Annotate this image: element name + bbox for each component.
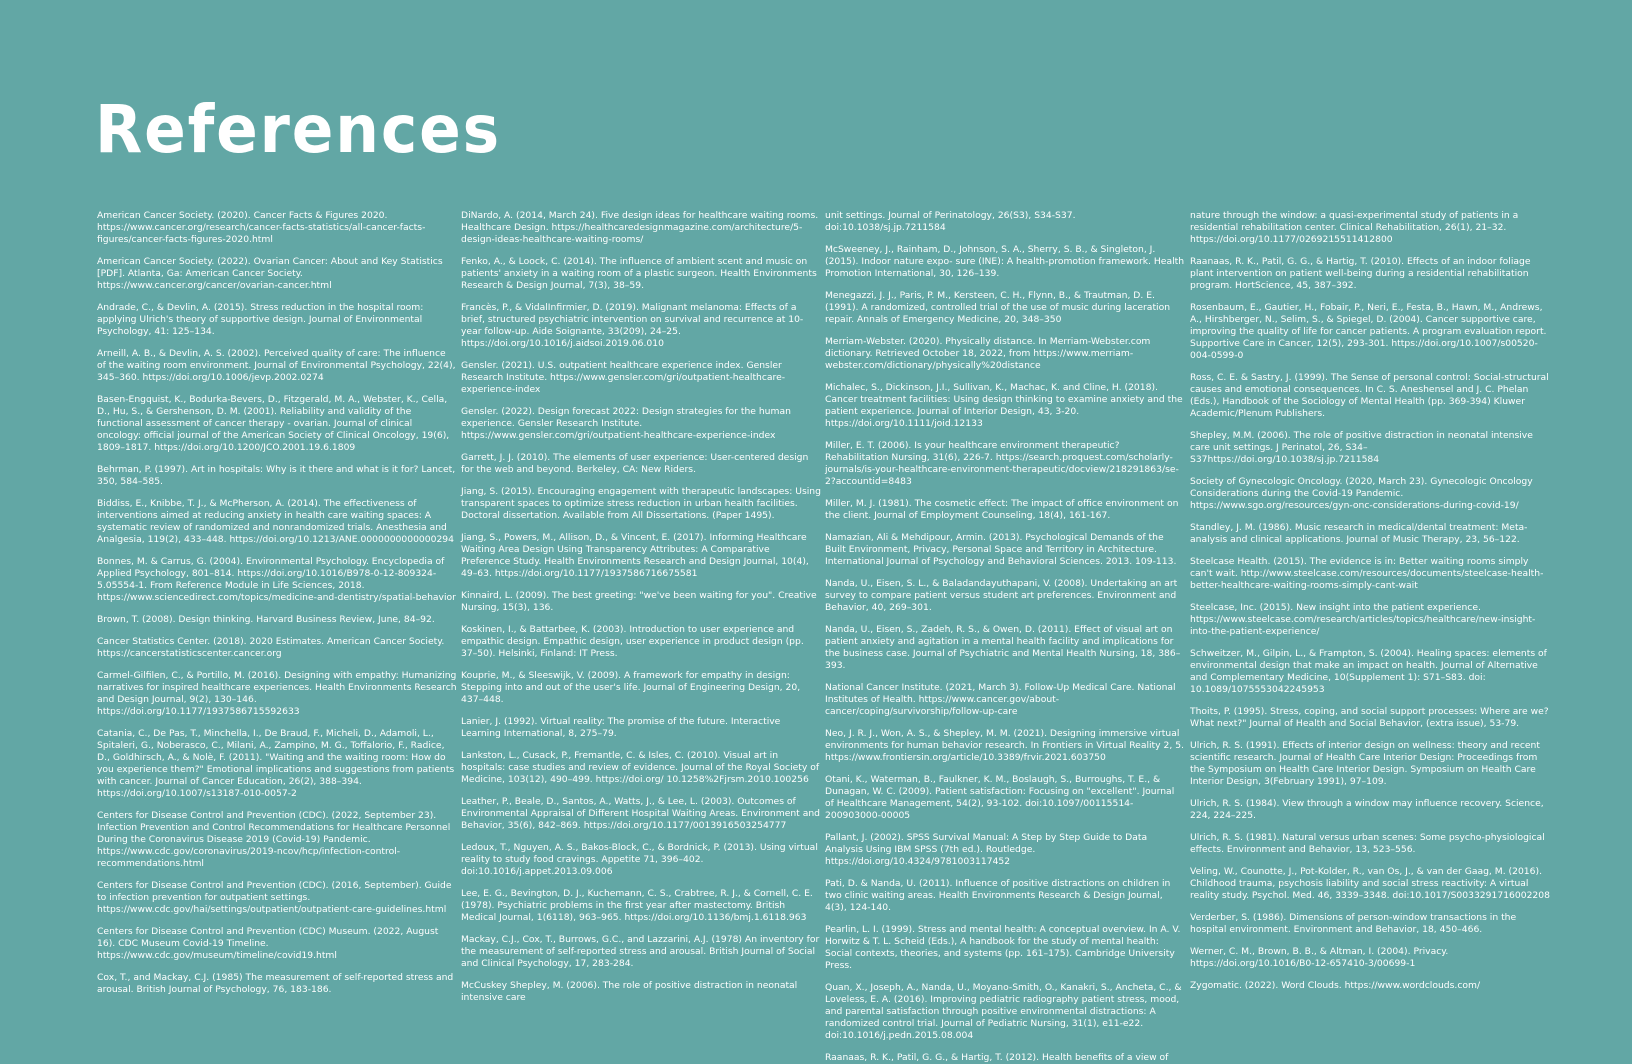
reference-entry: Miller, E. T. (2006). Is your healthcare environment therapeutic? Rehabilitation Nursing, 31(6), 226-7. https://search.proquest.com/scholarly-journals/is-your-healthcare-environment-therapeutic/docview/218291863/se-2?accountid=8483 (825, 440, 1179, 487)
reference-entry: Cancer Statistics Center. (2018). 2020 Estimates. American Cancer Society. https://cancerstatisticscenter.cancer.org (97, 636, 445, 659)
reference-entry: National Cancer Institute. (2021, March 3). Follow-Up Medical Care. National Institutes of Health. https://www.cancer.gov/about-cancer/coping/survivorship/follow-up-care (825, 682, 1176, 717)
reference-entry: Arneill, A. B., & Devlin, A. S. (2002). Perceived quality of care: The influence of the waiting room environment. Journal of Environmental Psychology, 22(4), 345–360. https://doi.org/10.1006/jevp.2002.0274 (97, 348, 456, 383)
reference-entry: Steelcase Health. (2015). The evidence is in: Better waiting rooms simply can't wait. http://www.steelcase.com/resources/documents/steelcase-health-better-healthcare-waiting-rooms-simply-cant-wait (1190, 556, 1544, 591)
reference-entry: American Cancer Society. (2022). Ovarian Cancer: About and Key Statistics [PDF]. Atlanta, Ga: American Cancer Society. https://www.cancer.org/cancer/ovarian-cancer.html (97, 256, 443, 291)
reference-entry: Schweitzer, M., Gilpin, L., & Frampton, S. (2004). Healing spaces: elements of environmental design that make an impact on health. Journal of Alternative and Complementary Medicine, 10(Supplement 1): S71–S83. doi: 10.1089/1075553042245953 (1190, 648, 1547, 695)
reference-entry: Veling, W., Counotte, J., Pot-Kolder, R., van Os, J., & van der Gaag, M. (2016). Childhood trauma, psychosis liability and social stress reactivity: A virtual reality study. Psychol. Med. 46, 3339–3348. doi:10.1017/S0033291716002208 (1190, 866, 1550, 901)
reference-entry: Bonnes, M. & Carrus, G. (2004). Environmental Psychology. Encyclopedia of Applied Psychology, 801–814. https://doi.org/10.1016/B978-0-12-809324-5.05554-1. From Reference Module in Life Sciences, 2018. https://www.sciencedirect.com/topics/medicine-and-dentistry/spatial-behavior (97, 556, 456, 603)
reference-entry: Carmel-Gilfilen, C., & Portillo, M. (2016). Designing with empathy: Humanizing narratives for inspired healthcare experiences. Health Environments Research and Design Journal, 9(2), 130–146. https://doi.org/10.1177/1937586715592633 (97, 670, 457, 717)
reference-entry: Nanda, U., Eisen, S. L., & Baladandayuthapani, V. (2008). Undertaking an art survey to compare patient versus student art preferences. Environment and Behavior, 40, 269–301. (825, 578, 1178, 613)
reference-entry: Ulrich, R. S. (1991). Effects of interior design on wellness: theory and recent scientific research. Journal of Health Care Interior Design: Proceedings from the Symposium on Health Care Interior Design. Symposium on Health Care Interior Design, 3(February 1991), 97–109. (1190, 740, 1540, 787)
references-column-1 (97, 210, 457, 995)
reference-entry: Centers for Disease Control and Prevention (CDC) Museum. (2022, August 16). CDC Museum Covid-19 Timeline. https://www.cdc.gov/museum/timeline/covid19.html (97, 926, 439, 961)
reference-entry: Merriam-Webster. (2020). Physically distance. In Merriam-Webster.com dictionary. Retrieved October 18, 2022, from https://www.merriam-webster.com/dictionary/physically%20distance (825, 336, 1151, 371)
reference-entry: Gensler. (2022). Design forecast 2022: Design strategies for the human experience. Gensler Research Institute. https://www.gensler.com/gri/outpatient-healthcare-experience-index (461, 406, 791, 441)
reference-entry: Werner, C. M., Brown, B. B., & Altman, I. (2004). Privacy. https://doi.org/10.1016/B0-12-657410-3/00699-1 (1190, 946, 1449, 969)
references-column-4 (1190, 210, 1550, 990)
reference-entry: Quan, X., Joseph, A., Nanda, U., Moyano-Smith, O., Kanakri, S., Ancheta, C., & Loveless, E. A. (2016). Improving pediatric radiography patient stress, mood, and parental satisfaction through positive environmental distractions: A randomized control trial. Journal of Pediatric Nursing, 31(1), e11-e22. doi:10.1016/j.pedn.2015.08.004 (825, 982, 1182, 1041)
reference-entry: Ledoux, T., Nguyen, A. S., Bakos-Block, C., & Bordnick, P. (2013). Using virtual reality to study food cravings. Appetite 71, 396–402. doi:10.1016/j.appet.2013.09.006 (461, 842, 818, 877)
reference-entry: Lanier, J. (1992). Virtual reality: The promise of the future. Interactive Learning International, 8, 275–79. (461, 716, 781, 739)
reference-entry: Menegazzi, J. J., Paris, P. M., Kersteen, C. H., Flynn, B., & Trautman, D. E. (1991). A randomized, controlled trial of the use of music during laceration repair. Annals of Emergency Medicine, 20, 348–350 (825, 290, 1171, 325)
reference-entry: Verderber, S. (1986). Dimensions of person-window transactions in the hospital environment. Environment and Behavior, 18, 450–466. (1190, 912, 1517, 935)
reference-entry: Centers for Disease Control and Prevention (CDC). (2022, September 23). Infection Prevention and Control Recommendations for Healthcare Personnel During the Coronavirus Disease 2019 (Covid-19) Pandemic. https://www.cdc.gov/coronavirus/2019-ncov/hcp/infection-control-recommendations.html (97, 810, 451, 869)
reference-entry: Gensler. (2021). U.S. outpatient healthcare experience index. Gensler Research Institute. https://www.gensler.com/gri/outpatient-healthcare-experience-index (461, 360, 786, 395)
reference-entry: Thoits, P. (1995). Stress, coping, and social support processes: Where are we? What next?" Journal of Health and Social Behavior, (extra issue), 53-79. (1190, 706, 1549, 729)
reference-entry: Ulrich, R. S. (1984). View through a window may influence recovery. Science, 224, 224–225. (1190, 798, 1544, 821)
reference-entry: Jiang, S. (2015). Encouraging engagement with therapeutic landscapes: Using transparent spaces to optimize stress reduction in urban health facilities. Doctoral dissertation. Available from All Dissertations. (Paper 1495). (461, 486, 821, 521)
reference-entry: Namazian, Ali & Mehdipour, Armin. (2013). Psychological Demands of the Built Environment, Privacy, Personal Space and Territory in Architecture. International Journal of Psychology and Behavioral Sciences. 2013. 109-113. (825, 532, 1177, 567)
reference-entry: Society of Gynecologic Oncology. (2020, March 23). Gynecologic Oncology Considerations during the Covid-19 Pandemic. https://www.sgo.org/resources/gyn-onc-considerations-during-covid-19/ (1190, 476, 1533, 511)
reference-entry: Garrett, J. J. (2010). The elements of user experience: User-centered design for the web and beyond. Berkeley, CA: New Riders. (461, 452, 809, 475)
reference-entry: Miller, M. J. (1981). The cosmetic effect: The impact of office environment on the client. Journal of Employment Counseling, 18(4), 161-167. (825, 498, 1179, 521)
reference-entry: McCuskey Shepley, M. (2006). The role of positive distraction in neonatal intensive care (461, 980, 798, 1003)
references-column-2 (461, 210, 821, 1003)
reference-entry: Catania, C., De Pas, T., Minchella, I., De Braud, F., Micheli, D., Adamoli, L., Spitaleri, G., Noberasco, C., Milani, A., Zampino, M. G., Toffalorio, F., Radice, D., Goldhirsch, A., & Nolè, F. (2011). "Waiting and the waiting room: How do you experience them?" Emotional implications and suggestions from patients with cancer. Journal of Cancer Education, 26(2), 388–394. https://doi.org/10.1007/s13187-010-0057-2 (97, 728, 455, 799)
reference-entry: Francès, P., & VidalInfirmier, D. (2019). Malignant melanoma: Effects of a brief, structured psychiatric intervention on survival and recurrence at 10-year follow-up. Aide Soignante, 33(209), 24–25. https://doi.org/10.1016/j.aidsoi.2019.06.010 (461, 302, 804, 349)
reference-entry: DiNardo, A. (2014, March 24). Five design ideas for healthcare waiting rooms. Healthcare Design. https://healthcaredesignmagazine.com/architecture/5-design-ideas-healthcare-waiting-rooms/ (461, 210, 819, 245)
page-title: References (95, 91, 501, 168)
reference-entry: Andrade, C., & Devlin, A. (2015). Stress reduction in the hospital room: applying Ulrich's theory of supportive design. Journal of Environmental Psychology, 41: 125–134. (97, 302, 424, 337)
reference-entry: Basen-Engquist, K., Bodurka-Bevers, D., Fitzgerald, M. A., Webster, K., Cella, D., Hu, S., & Gershenson, D. M. (2001). Reliability and validity of the functional assessment of cancer therapy - ovarian. Journal of clinical oncology: official journal of the American Society of Clinical Oncology, 19(6), 1809–1817. https://doi.org/10.1200/JCO.2001.19.6.1809 (97, 394, 450, 453)
reference-entry: Kinnaird, L. (2009). The best greeting: "we've been waiting for you". Creative Nursing, 15(3), 136. (461, 590, 817, 613)
reference-entry: Biddiss, E., Knibbe, T. J., & McPherson, A. (2014). The effectiveness of interventions aimed at reducing anxiety in health care waiting spaces: A systematic review of randomized and nonrandomized trials. Anesthesia and Analgesia, 119(2), 433–448. https://doi.org/10.1213/ANE.0000000000000294 (97, 498, 455, 545)
reference-entry: Koskinen, I., & Battarbee, K. (2003). Introduction to user experience and empathic design. Empathic design, user experience in product design (pp. 37–50). Helsinki, Finland: IT Press. (461, 624, 804, 659)
references-column-3 (825, 210, 1185, 1063)
reference-entry: Leather, P., Beale, D., Santos, A., Watts, J., & Lee, L. (2003). Outcomes of Environmental Appraisal of Different Hospital Waiting Areas. Environment and Behavior, 35(6), 842–869. https://doi.org/10.1177/0013916503254777 (461, 796, 820, 831)
reference-entry: Pearlin, L. I. (1999). Stress and mental health: A conceptual overview. In A. V. Horwitz & T. L. Scheid (Eds.), A handbook for the study of mental health: Social contexts, theories, and systems (pp. 161–175). Cambridge University Press. (825, 924, 1181, 971)
reference-entry: Michalec, S., Dickinson, J.I., Sullivan, K., Machac, K. and Cline, H. (2018). Cancer treatment facilities: Using design thinking to examine anxiety and the patient experience. Journal of Interior Design, 43, 3-20. https://doi.org/10.1111/joid.12133 (825, 382, 1183, 429)
reference-entry: Ross, C. E. & Sastry, J. (1999). The Sense of personal control: Social-structural causes and emotional consequences. In C. S. Aneshensel and J. C. Phelan (Eds.), Handbook of the Sociology of Mental Health (pp. 369-394) Kluwer Academic/Plenum Publishers. (1190, 372, 1549, 419)
reference-entry: Raanaas, R. K., Patil, G. G., & Hartig, T. (2012). Health benefits of a view of (825, 1052, 1169, 1063)
reference-entry: Lee, E. G., Bevington, D. J., Kuchemann, C. S., Crabtree, R. J., & Cornell, C. E. (1978). Psychiatric problems in the first year after mastectomy. British Medical Journal, 1(6118), 963–965. https://doi.org/10.1136/bmj.1.6118.963 (461, 888, 813, 923)
reference-entry: Jiang, S., Powers, M., Allison, D., & Vincent, E. (2017). Informing Healthcare Waiting Area Design Using Transparency Attributes: A Comparative Preference Study. Health Environments Research and Design Journal, 10(4), 49–63. https://doi.org/10.1177/1937586716675581 (461, 532, 809, 579)
reference-entry: Lankston, L., Cusack, P., Fremantle, C. & Isles, C. (2010). Visual art in hospitals: case studies and review of evidence. Journal of the Royal Society of Medicine, 103(12), 490–499. https://doi.org/ 10.1258%2Fjrsm.2010.100256 (461, 750, 820, 785)
reference-entry: Kouprie, M., & Sleeswijk, V. (2009). A framework for empathy in design: Stepping into and out of the user's life. Journal of Engineering Design, 20, 437–448. (461, 670, 801, 705)
reference-entry: Nanda, U., Eisen, S., Zadeh, R. S., & Owen, D. (2011). Effect of visual art on patient anxiety and agitation in a mental health facility and implications for the business case. Journal of Psychiatric and Mental Health Nursing, 18, 386–393. (825, 624, 1181, 671)
reference-entry: unit settings. Journal of Perinatology, 26(S3), S34-S37. doi:10.1038/sj.jp.7211584 (825, 210, 1076, 233)
reference-entry: Pallant, J. (2002). SPSS Survival Manual: A Step by Step Guide to Data Analysis Using IBM SPSS (7th ed.). Routledge. https://doi.org/10.4324/9781003117452 (825, 832, 1148, 867)
reference-entry: Centers for Disease Control and Prevention (CDC). (2016, September). Guide to infection prevention for outpatient settings. https://www.cdc.gov/hai/settings/outpatient/outpatient-care-guidelines.html (97, 880, 452, 915)
reference-entry: Fenko, A., & Loock, C. (2014). The influence of ambient scent and music on patients' anxiety in a waiting room of a plastic surgeon. Health Environments Research & Design Journal, 7(3), 38–59. (461, 256, 817, 291)
reference-entry: American Cancer Society. (2020). Cancer Facts & Figures 2020. https://www.cancer.org/research/cancer-facts-statistics/all-cancer-facts-figures/cancer-facts-figures-2020.html (97, 210, 426, 245)
reference-entry: Steelcase, Inc. (2015). New insight into the patient experience. https://www.steelcase.com/research/articles/topics/healthcare/new-insight-into-the-patient-experience/ (1190, 602, 1536, 637)
reference-entry: Pati, D. & Nanda, U. (2011). Influence of positive distractions on children in two clinic waiting areas. Health Environments Research & Design Journal, 4(3), 124-140. (825, 878, 1171, 913)
reference-entry: Ulrich, R. S. (1981). Natural versus urban scenes: Some psycho-physiological effects. Environment and Behavior, 13, 523–556. (1190, 832, 1545, 855)
reference-entry: Mackay, C.J., Cox, T., Burrows, G.C., and Lazzarini, A.J. (1978) An inventory for the measurement of self-reported stress and arousal. British Journal of Social and Clinical Psychology, 17, 283-284. (461, 934, 820, 969)
reference-entry: Otani, K., Waterman, B., Faulkner, K. M., Boslaugh, S., Burroughs, T. E., & Dunagan, W. C. (2009). Patient satisfaction: Focusing on "excellent". Journal of Healthcare Management, 54(2), 93-102. doi:10.1097/00115514-200903000-00005 (825, 774, 1175, 821)
reference-entry: Raanaas, R. K., Patil, G. G., & Hartig, T. (2010). Effects of an indoor foliage plant intervention on patient well-being during a residential rehabilitation program. HortScience, 45, 387–392. (1190, 256, 1531, 291)
reference-entry: Rosenbaum, E., Gautier, H., Fobair, P., Neri, E., Festa, B., Hawn, M., Andrews, A., Hirshberger, N., Selim, S., & Spiegel, D. (2004). Cancer supportive care, improving the quality of life for cancer patients. A program evaluation report. Supportive Care in Cancer, 12(5), 293-301. https://doi.org/10.1007/s00520-004-0599-0 (1190, 302, 1547, 361)
reference-entry: Neo, J. R. J., Won, A. S., & Shepley, M. M. (2021). Designing immersive virtual environments for human behavior research. In Frontiers in Virtual Reality 2, 5. https://www.frontiersin.org/article/10.3389/frvir.2021.603750 (825, 728, 1184, 763)
reference-entry: McSweeney, J., Rainham, D., Johnson, S. A., Sherry, S. B., & Singleton, J. (2015). Indoor nature expo- sure (INE): A health-promotion framework. Health Promotion International, 30, 126–139. (825, 244, 1185, 279)
reference-entry: Brown, T. (2008). Design thinking. Harvard Business Review, June, 84–92. (97, 614, 435, 625)
reference-entry: Cox, T., and Mackay, C.J. (1985) The measurement of self-reported stress and arousal. British Journal of Psychology, 76, 183-186. (97, 972, 454, 995)
reference-entry: nature through the window: a quasi-experimental study of patients in a residential rehabilitation center. Clinical Rehabilitation, 26(1), 21–32. https://doi.org/10.1177/0269215511412800 (1190, 210, 1519, 245)
reference-entry: Zygomatic. (2022). Word Clouds. https://www.wordclouds.com/ (1190, 980, 1481, 991)
reference-entry: Behrman, P. (1997). Art in hospitals: Why is it there and what is it for? Lancet, 350, 584–585. (97, 464, 456, 487)
reference-entry: Standley, J. M. (1986). Music research in medical/dental treatment: Meta-analysis and clinical applications. Journal of Music Therapy, 23, 56–122. (1190, 522, 1528, 545)
reference-entry: Shepley, M.M. (2006). The role of positive distraction in neonatal intensive care unit settings. J Perinatol, 26, S34–S37https://doi.org/10.1038/sj.jp.7211584 (1190, 430, 1533, 465)
